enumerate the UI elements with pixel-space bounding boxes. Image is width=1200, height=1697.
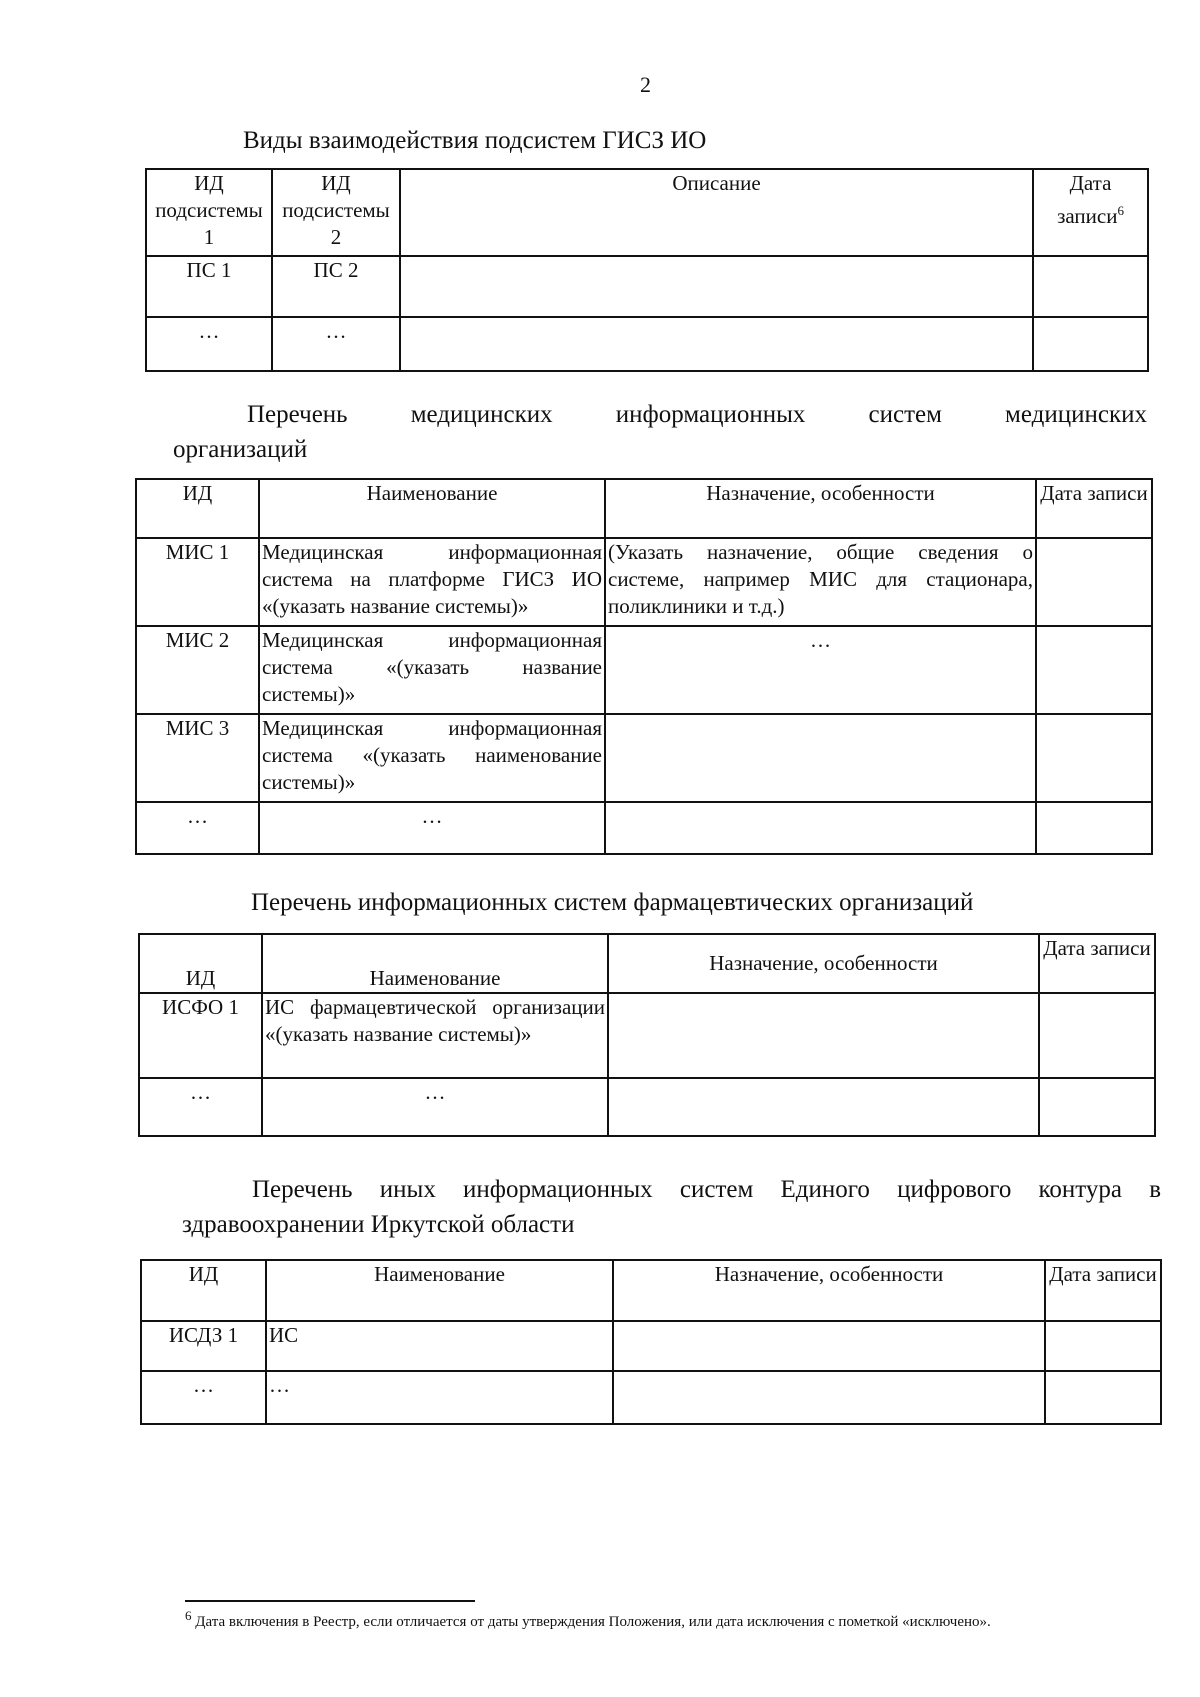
cell-purpose: [608, 1078, 1039, 1136]
table-row: [141, 1371, 1161, 1424]
cell-date: [1045, 1321, 1161, 1371]
footnote-ref: 6: [1117, 203, 1124, 218]
header-name: Наименование: [259, 479, 605, 538]
table-row: [139, 1078, 1155, 1136]
header-record-date: Дата записи: [1036, 479, 1152, 538]
header-record-date: Дата записи: [1039, 934, 1155, 993]
cell-id: …: [139, 1078, 262, 1136]
cell-name: ИС фармацевтической организации «(указать название системы)»: [262, 993, 608, 1078]
cell-id2: ПС 2: [272, 256, 400, 317]
header-subsystem-id-1: ИД подсистемы 1: [146, 169, 272, 256]
cell-id: ИСФО 1: [139, 993, 262, 1078]
section2-title-line1: Перечень медицинских информационных систем медицинских: [247, 401, 1147, 428]
table-row: [136, 714, 1152, 802]
cell-name: ИС: [266, 1321, 613, 1371]
cell-description: [400, 256, 1033, 317]
table-row: [136, 538, 1152, 626]
header-id: ИД: [136, 479, 259, 538]
header-id: ИД: [139, 934, 262, 993]
footnote-marker: 6: [185, 1608, 192, 1623]
header-purpose: Назначение, особенности: [605, 479, 1036, 538]
cell-purpose: [605, 714, 1036, 802]
cell-date: [1036, 802, 1152, 854]
page-number: 2: [640, 72, 651, 97]
cell-id2: …: [272, 317, 400, 371]
cell-date: [1039, 993, 1155, 1078]
header-description: Описание: [400, 169, 1033, 256]
cell-purpose: [613, 1371, 1045, 1424]
header-name: Наименование: [266, 1260, 613, 1321]
cell-id: МИС 2: [136, 626, 259, 714]
table-row: [136, 802, 1152, 854]
header-purpose: Назначение, особенности: [613, 1260, 1045, 1321]
section4-title-line1: Перечень иных информационных систем Единого цифрового контура в: [252, 1176, 1161, 1203]
cell-name: Медицинская информационная система на платформе ГИСЗ ИО «(указать название системы)»: [259, 538, 605, 626]
cell-purpose: [613, 1321, 1045, 1371]
cell-id: МИС 3: [136, 714, 259, 802]
table-row: [139, 993, 1155, 1078]
cell-name: Медицинская информационная система «(указать наименование системы)»: [259, 714, 605, 802]
header-record-date: Дата записи$^6$: [1033, 169, 1148, 256]
header-purpose: Назначение, особенности: [608, 934, 1039, 993]
cell-id: …: [141, 1371, 266, 1424]
cell-date: [1033, 317, 1148, 371]
cell-id1: ПС 1: [146, 256, 272, 317]
cell-date: [1033, 256, 1148, 317]
table-row: [146, 317, 1148, 371]
cell-purpose: [605, 802, 1036, 854]
mis-table: [135, 478, 1153, 855]
cell-date: [1045, 1371, 1161, 1424]
cell-date: [1036, 538, 1152, 626]
header-name: Наименование: [262, 934, 608, 993]
cell-id: …: [136, 802, 259, 854]
header-record-date: Дата записи: [1045, 1260, 1161, 1321]
footnote-separator: [185, 1600, 475, 1602]
cell-date: [1036, 626, 1152, 714]
cell-purpose: (Указать назначение, общие сведения о системе, например МИС для стационара, поликлиники и т.д.): [605, 538, 1036, 626]
cell-id1: …: [146, 317, 272, 371]
header-id: ИД: [141, 1260, 266, 1321]
table-row: [136, 626, 1152, 714]
cell-id: ИСДЗ 1: [141, 1321, 266, 1371]
cell-purpose: [608, 993, 1039, 1078]
other-is-table: [140, 1259, 1162, 1425]
cell-description: [400, 317, 1033, 371]
cell-name: …: [266, 1371, 613, 1424]
cell-purpose: …: [605, 626, 1036, 714]
cell-date: [1039, 1078, 1155, 1136]
cell-date: [1036, 714, 1152, 802]
section2-title-line2: организаций: [173, 436, 308, 463]
cell-name: …: [262, 1078, 608, 1136]
subsystem-interaction-table: [145, 168, 1149, 372]
pharmacy-is-table: [138, 933, 1156, 1137]
section1-title: Виды взаимодействия подсистем ГИСЗ ИО: [243, 127, 707, 154]
header-subsystem-id-2: ИД подсистемы 2: [272, 169, 400, 256]
footnote-text: Дата включения в Реестр, если отличается от даты утверждения Положения, или дата исключения с пометкой «исключено».: [195, 1614, 991, 1630]
cell-name: Медицинская информационная система «(указать название системы)»: [259, 626, 605, 714]
section3-title: Перечень информационных систем фармацевтических организаций: [251, 889, 974, 916]
cell-id: МИС 1: [136, 538, 259, 626]
table-row: [146, 256, 1148, 317]
section4-title-line2: здравоохранении Иркутской области: [182, 1211, 575, 1238]
footnote: [185, 1608, 991, 1631]
cell-name: …: [259, 802, 605, 854]
table-row: [141, 1321, 1161, 1371]
